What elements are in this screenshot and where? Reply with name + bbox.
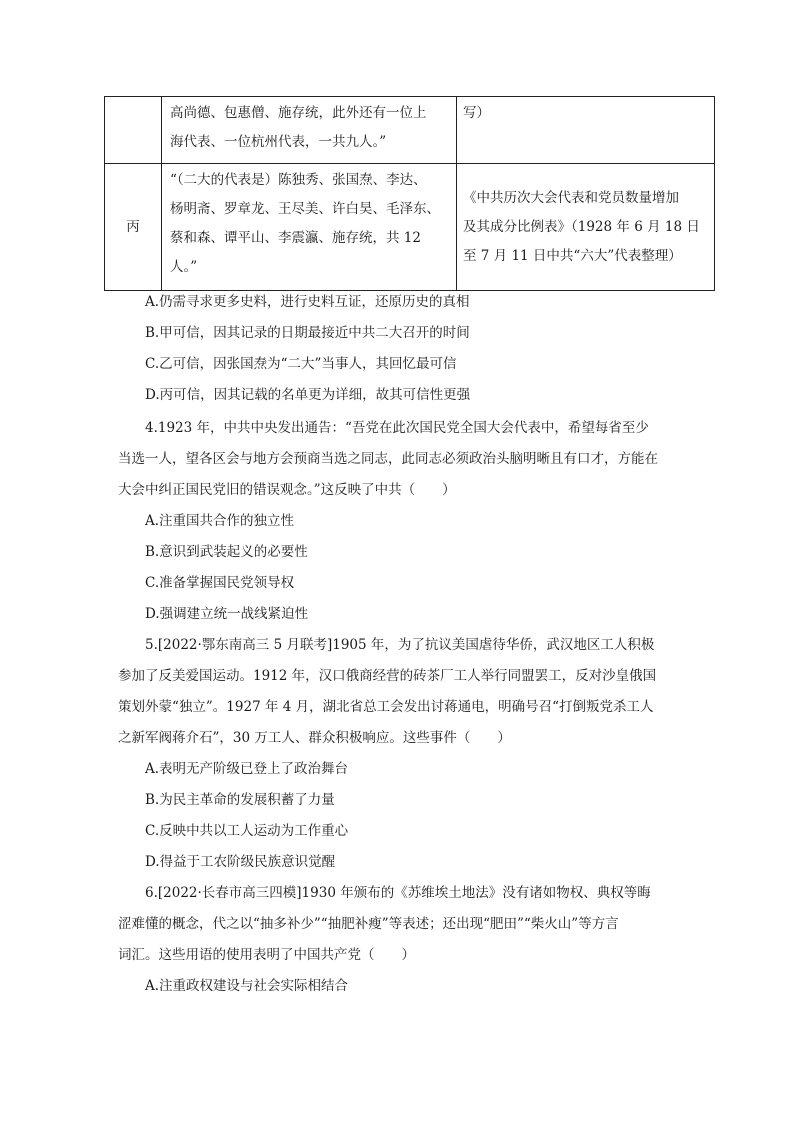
q4-stem-line: 4.1923 年，中共中央发出通告：“吾党在此次国民党全国大会代表中，希望每省至少 xyxy=(145,420,649,436)
table-row xyxy=(105,164,715,291)
content-line: 杨明斋、罗章龙、王尽美、许白昊、毛泽东、 xyxy=(170,201,440,217)
q5-stem-line: 之新军阀蒋介石”，30 万工人、群众积极响应。这些事件（ ） xyxy=(118,730,511,746)
q5-stem-line: 策划外蒙“独立”。1927 年 4 月，湖北省总工会发出讨蒋通电，明确号召“打倒叛党杀工人 xyxy=(118,699,654,715)
q4-option-d: D.强调建立统一战线紧迫性 xyxy=(145,606,309,622)
q6-stem-line: 6.[2022·长春市高三四模]1930 年颁布的《苏维埃土地法》没有诸如物权、典权等晦 xyxy=(145,885,651,901)
source-line: 及其成分比例表》（1928 年 6 月 18 日 xyxy=(463,218,700,235)
content-line: 人。” xyxy=(170,259,198,275)
q6-stem-line: 涩难懂的概念，代之以“抽多补少”“抽肥补瘦”等表述；还出现“肥田”“柴火山”等方言 xyxy=(118,916,619,932)
row-label xyxy=(105,97,162,164)
q5-option-b: B.为民主革命的发展积蓄了力量 xyxy=(145,792,335,808)
row-content xyxy=(162,97,457,164)
table-row xyxy=(105,97,715,164)
q5-option-a: A.表明无产阶级已登上了政治舞台 xyxy=(145,761,349,777)
q3-option-c: C.乙可信，因张国焘为“二大”当事人，其回忆最可信 xyxy=(145,356,457,372)
q6-option-a: A.注重政权建设与社会实际相结合 xyxy=(145,978,349,994)
q4-stem-line: 当选一人，望各区会与地方会预商当选之同志，此同志必须政治头脑明晰且有口才，方能在 xyxy=(118,451,658,467)
q3-option-a: A.仍需寻求更多史料，进行史料互证，还原历史的真相 xyxy=(145,294,470,310)
row-label: 丙 xyxy=(105,164,162,291)
source-line: 《中共历次大会代表和党员数量增加 xyxy=(463,189,679,206)
q4-option-c: C.准备掌握国民党领导权 xyxy=(145,575,295,591)
source-line: 至 7 月 11 日中共“六大”代表整理） xyxy=(463,247,682,264)
row-source xyxy=(457,164,715,291)
content-line: 蔡和森、谭平山、李震瀛、施存统，共 12 xyxy=(170,230,421,246)
q4-stem-line: 大会中纠正国民党旧的错误观念。”这反映了中共（ ） xyxy=(118,482,456,498)
source-line: 写） xyxy=(463,105,490,121)
q5-option-c: C.反映中共以工人运动为工作重心 xyxy=(145,823,349,839)
row-source xyxy=(457,97,715,164)
q4-option-b: B.意识到武装起义的必要性 xyxy=(145,544,308,560)
source-table xyxy=(104,96,715,291)
q5-option-d: D.得益于工农阶级民族意识觉醒 xyxy=(145,854,336,870)
q5-stem-line: 参加了反美爱国运动。1912 年，汉口俄商经营的砖茶厂工人举行同盟罢工，反对沙皇俄国 xyxy=(118,668,657,684)
row-content xyxy=(162,164,457,291)
q3-option-d: D.丙可信，因其记载的名单更为详细，故其可信性更强 xyxy=(145,387,471,403)
content-line: 高尚德、包惠僧、施存统，此外还有一位上 xyxy=(170,105,427,121)
content-line: 海代表、一位杭州代表，一共九人。” xyxy=(170,134,387,150)
content-line: “（二大的代表是）陈独秀、张国焘、李达、 xyxy=(170,172,427,188)
q4-option-a: A.注重国共合作的独立性 xyxy=(145,513,295,529)
q3-option-b: B.甲可信，因其记录的日期最接近中共二大召开的时间 xyxy=(145,325,470,341)
q5-stem-line: 5.[2022·鄂东南高三 5 月联考]1905 年，为了抗议美国虐待华侨，武汉地区工人积极 xyxy=(145,637,655,653)
q6-stem-line: 词汇。这些用语的使用表明了中国共产党（ ） xyxy=(118,947,415,963)
